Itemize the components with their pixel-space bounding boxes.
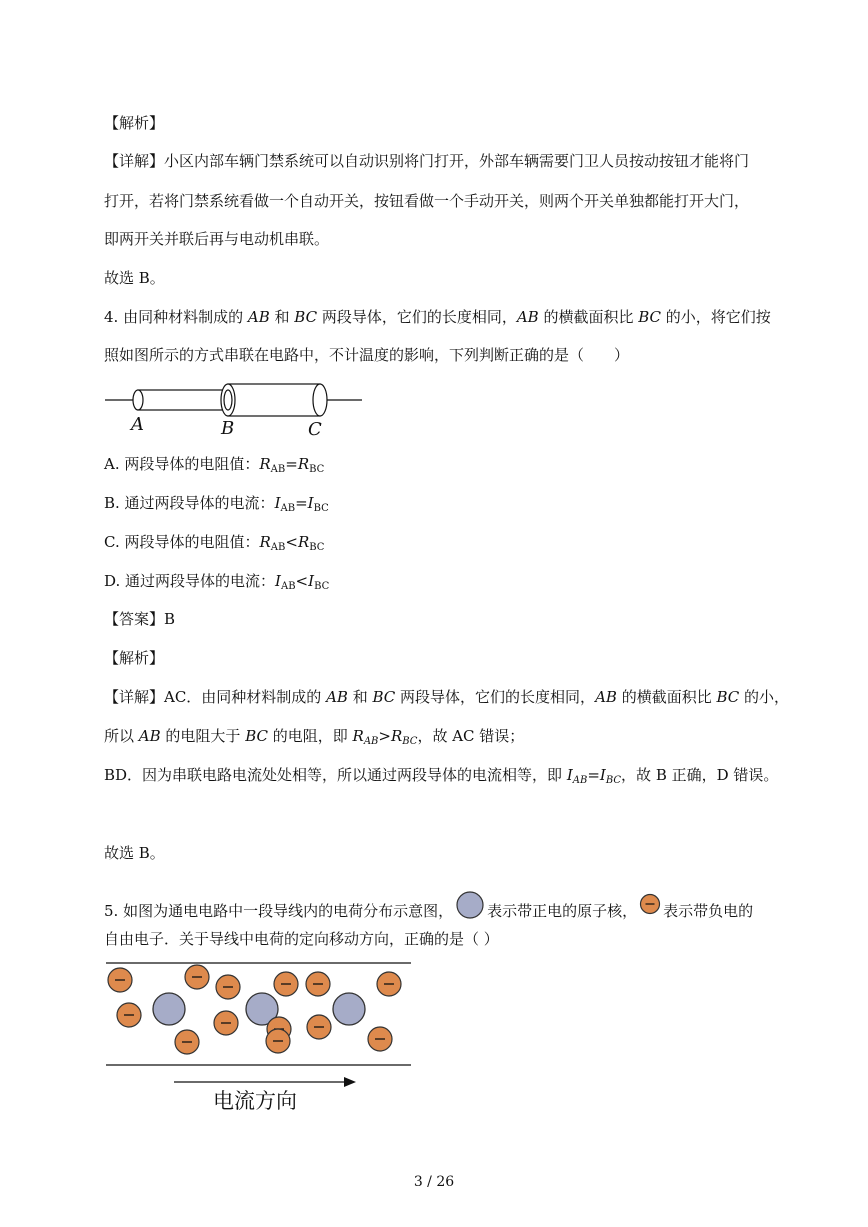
nucleus	[153, 993, 185, 1025]
wire-charge-diagram	[100, 955, 420, 1115]
electron-icon	[638, 892, 662, 916]
detail-line: 即两开关并联后再与电动机串联。	[104, 230, 330, 248]
conclusion: 故选 B。	[104, 269, 165, 287]
option-c: C. 两段导体的电阻值：$R_{AB}<R_{BC}$	[104, 533, 325, 553]
electron	[377, 972, 401, 996]
electron	[117, 1003, 141, 1027]
electron	[368, 1027, 392, 1051]
electron	[274, 972, 298, 996]
label-c: C	[308, 419, 322, 440]
label-a: A	[131, 414, 144, 435]
analysis-label: 【解析】	[104, 649, 165, 667]
detail-line: 【详解】小区内部车辆门禁系统可以自动识别将门打开，外部车辆需要门卫人员按动按钮才能将门	[104, 152, 750, 170]
q4-stem-line2: 照如图所示的方式串联在电路中，不计温度的影响，下列判断正确的是（ ）	[104, 346, 630, 364]
electron	[306, 972, 330, 996]
answer: 【答案】B	[104, 610, 176, 628]
q5-stem-line1: 5. 如图为通电电路中一段导线内的电荷分布示意图， 表示带正电的原子核， 表示带负电的	[104, 890, 753, 922]
electron	[108, 968, 132, 992]
detail-line: 【详解】AC．由同种材料制成的 AB 和 BC 两段导体，它们的长度相同，AB 的横截面积比 BC 的小，	[104, 688, 790, 706]
detail-line: 打开，若将门禁系统看做一个自动开关，按钮看做一个手动开关，则两个开关单独都能打开大门，	[104, 192, 750, 210]
conclusion: 故选 B。	[104, 844, 165, 862]
analysis-label: 【解析】	[104, 114, 165, 132]
detail-line: BD．因为串联电路电流处处相等，所以通过两段导体的电流相等，即 $I_{AB}=I_{BC}$，故 B 正确，D 错误。	[104, 766, 779, 786]
conductor-figure	[100, 378, 370, 440]
detail-line: 所以 AB 的电阻大于 BC 的电阻，即 $R_{AB}>R_{BC}$，故 AC 错误；	[104, 727, 525, 747]
current-arrowhead	[344, 1077, 356, 1087]
option-d: D. 通过两段导体的电流：$I_{AB}<I_{BC}$	[104, 572, 330, 592]
electron	[216, 975, 240, 999]
option-b: B. 通过两段导体的电流：$I_{AB}=I_{BC}$	[104, 494, 329, 514]
option-a: A. 两段导体的电阻值：$R_{AB}=R_{BC}$	[104, 455, 325, 475]
page-number: 3 / 26	[413, 1174, 455, 1190]
current-direction-label: 电流方向	[213, 1089, 297, 1113]
electron	[185, 965, 209, 989]
q5-stem-line2: 自由电子．关于导线中电荷的定向移动方向，正确的是（ ）	[104, 930, 499, 948]
q4-stem-line1: 4. 由同种材料制成的 AB 和 BC 两段导体，它们的长度相同，AB 的横截面积比 BC 的小，将它们按	[104, 308, 771, 326]
label-b: B	[221, 418, 235, 439]
electron	[214, 1011, 238, 1035]
nucleus-icon	[454, 890, 486, 920]
electron	[307, 1015, 331, 1039]
electron	[175, 1030, 199, 1054]
nucleus	[333, 993, 365, 1025]
electron	[266, 1029, 290, 1053]
